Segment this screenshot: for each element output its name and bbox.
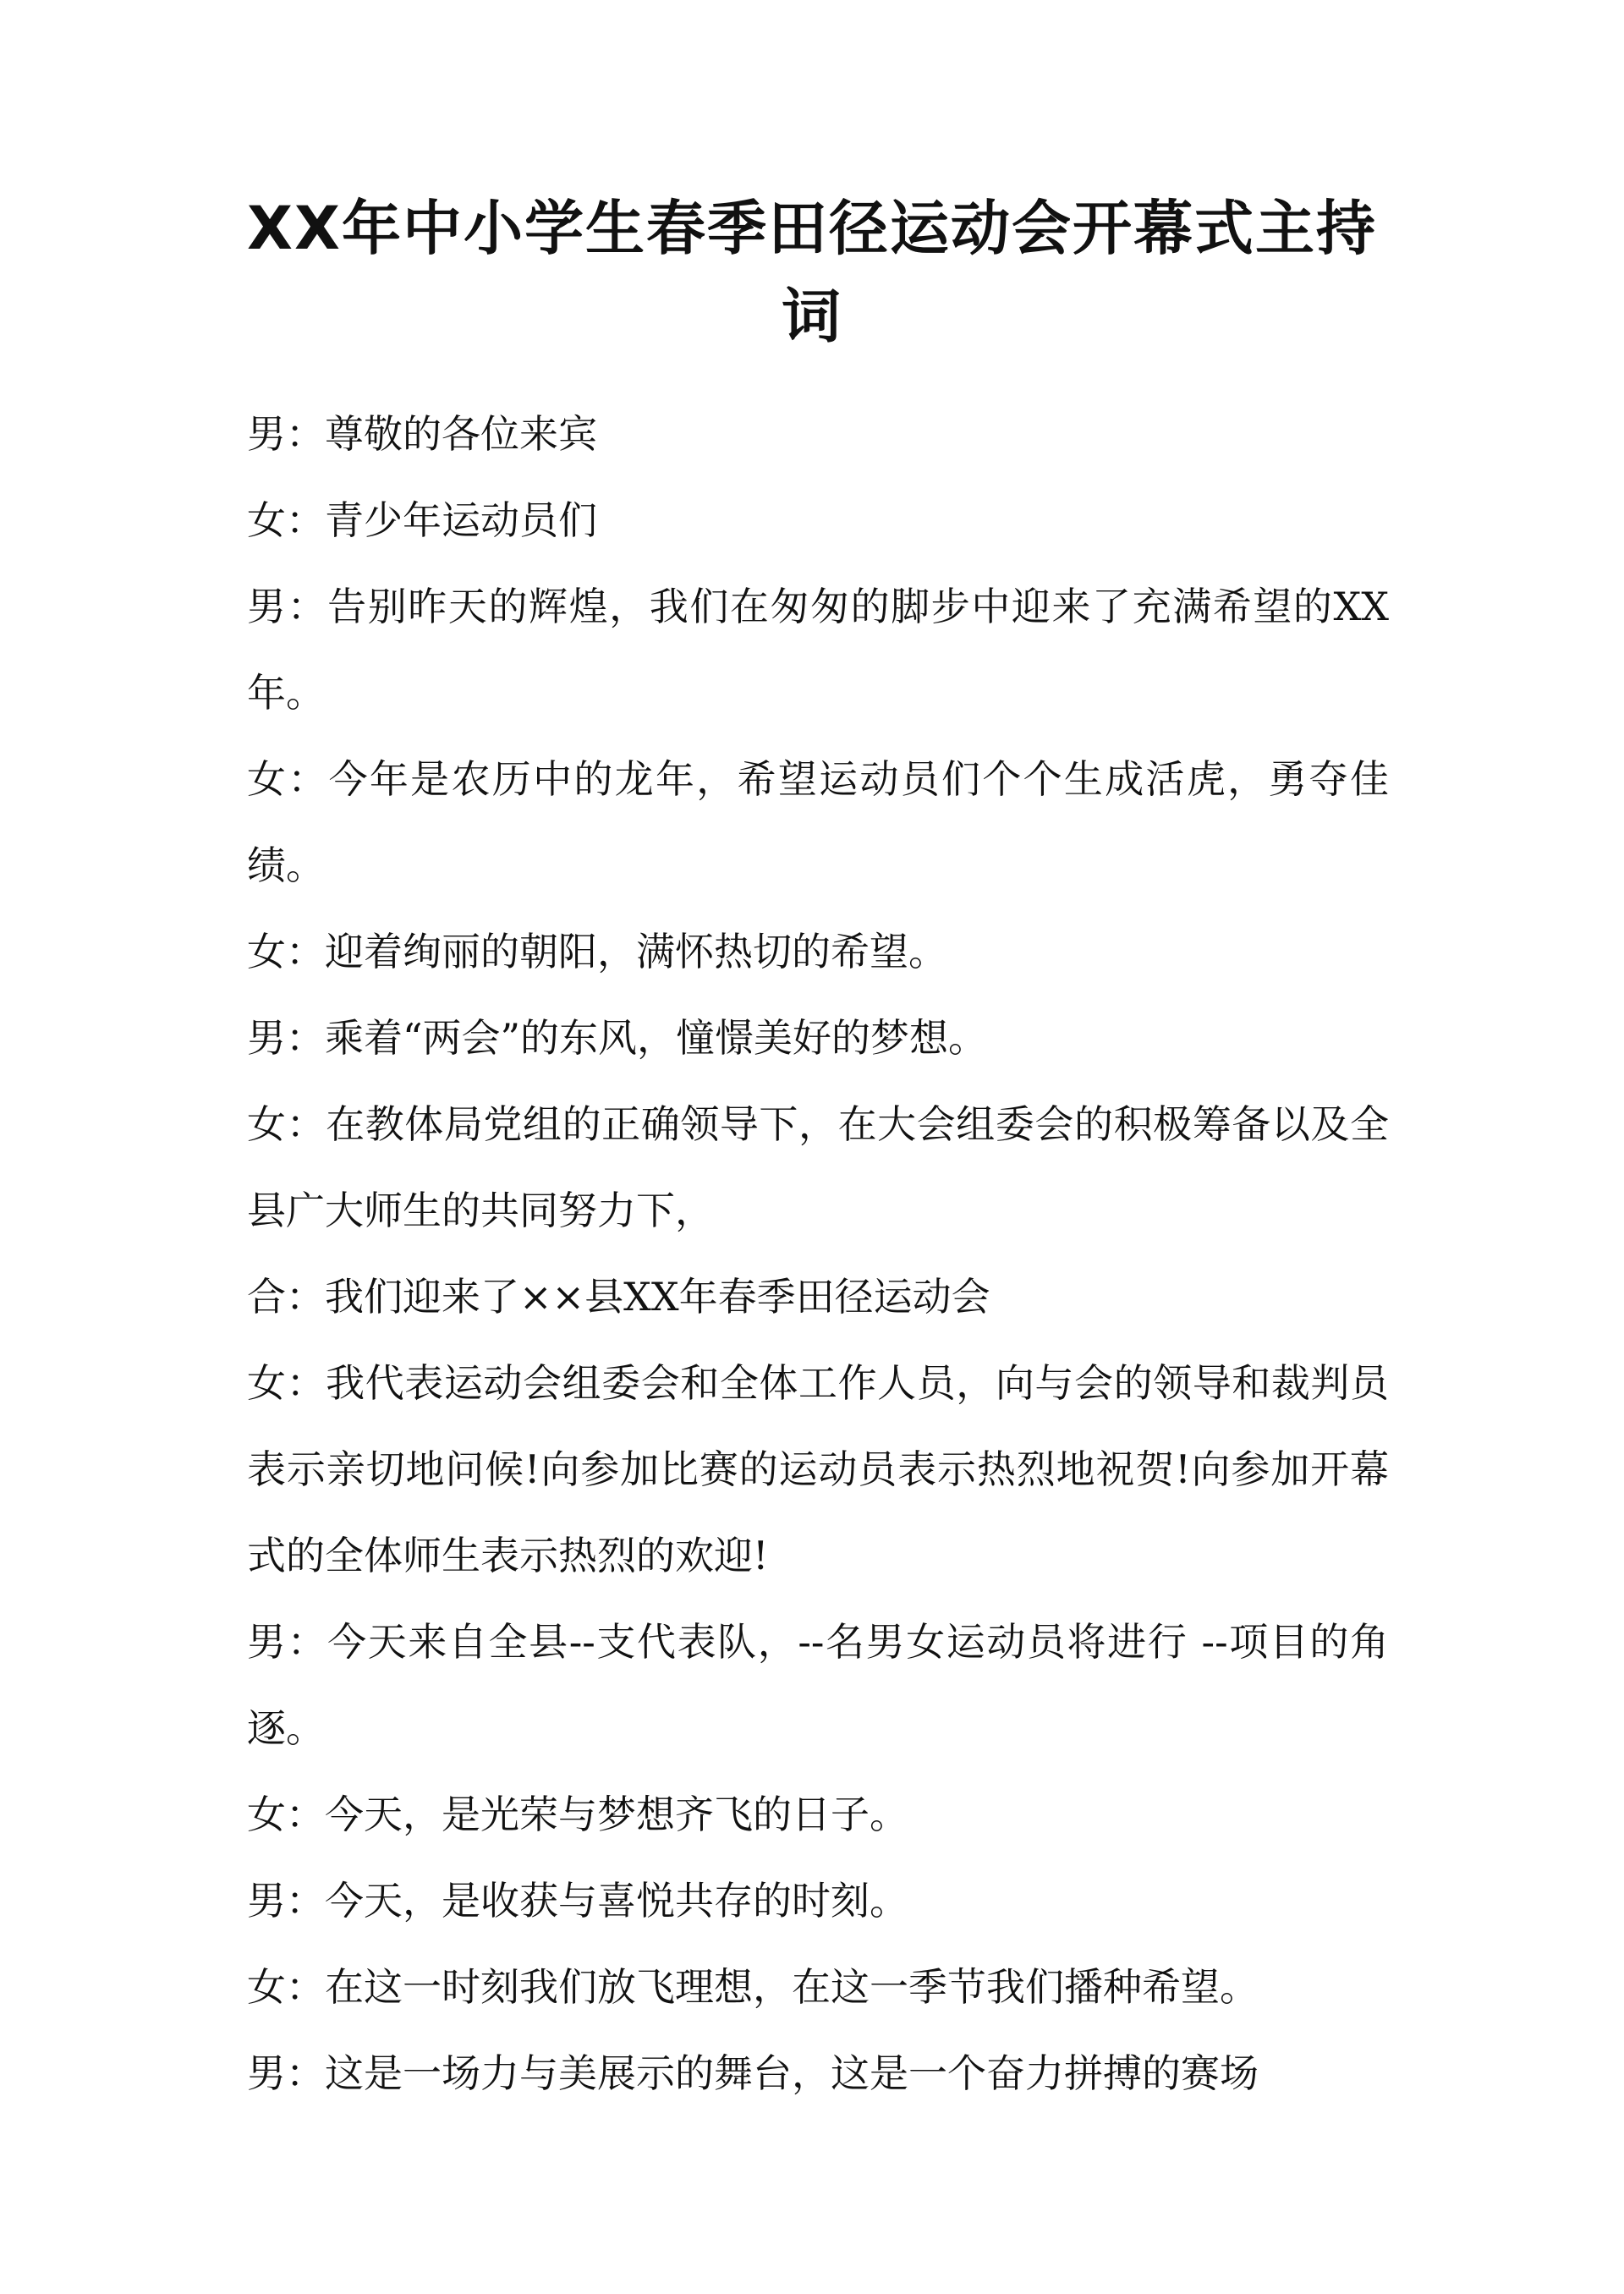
paragraph: 合：我们迎来了××县XX年春季田径运动会 (247, 1274, 990, 1320)
paragraph: 男：这是一场力与美展示的舞台，这是一个奋力拼搏的赛场 (247, 2050, 1259, 2096)
paragraph: 女：我代表运动会组委会和全体工作人员，向与会的领导和裁判员表示亲切地问候!向参加比赛的运动员表示热烈地祝贺!向参加开幕式的全体师生表示热烈的欢迎! (247, 1360, 1389, 1578)
paragraph: 男：今天来自全县--支代表队，--名男女运动员将进行 --项目的角逐。 (247, 1619, 1389, 1751)
paragraph: 女：迎着绚丽的朝阳，满怀热切的希望。 (247, 929, 947, 974)
document-title: XX年中小学生春季田径运动会开幕式主持词 (247, 194, 1377, 351)
paragraph: 女：在教体局党组的正确领导下，在大会组委会的积极筹备以及全县广大师生的共同努力下， (247, 1101, 1389, 1233)
paragraph: 女：今天，是光荣与梦想齐飞的日子。 (247, 1792, 908, 1837)
paragraph: 女：青少年运动员们 (247, 497, 597, 543)
paragraph: 男：告别昨天的辉煌，我们在匆匆的脚步中迎来了充满希望的XX年。 (247, 584, 1389, 716)
paragraph: 男：尊敬的各位来宾 (247, 411, 597, 457)
paragraph: 女：今年是农历中的龙年，希望运动员们个个生成活虎，勇夺佳绩。 (247, 756, 1389, 888)
paragraph: 男：今天，是收获与喜悦共存的时刻。 (247, 1878, 908, 1924)
document-body (247, 391, 1389, 2116)
paragraph: 男：乘着“两会”的东风，憧憬美好的梦想。 (247, 1015, 988, 1061)
paragraph: 女：在这一时刻我们放飞理想，在这一季节我们播种希望。 (247, 1964, 1259, 2010)
